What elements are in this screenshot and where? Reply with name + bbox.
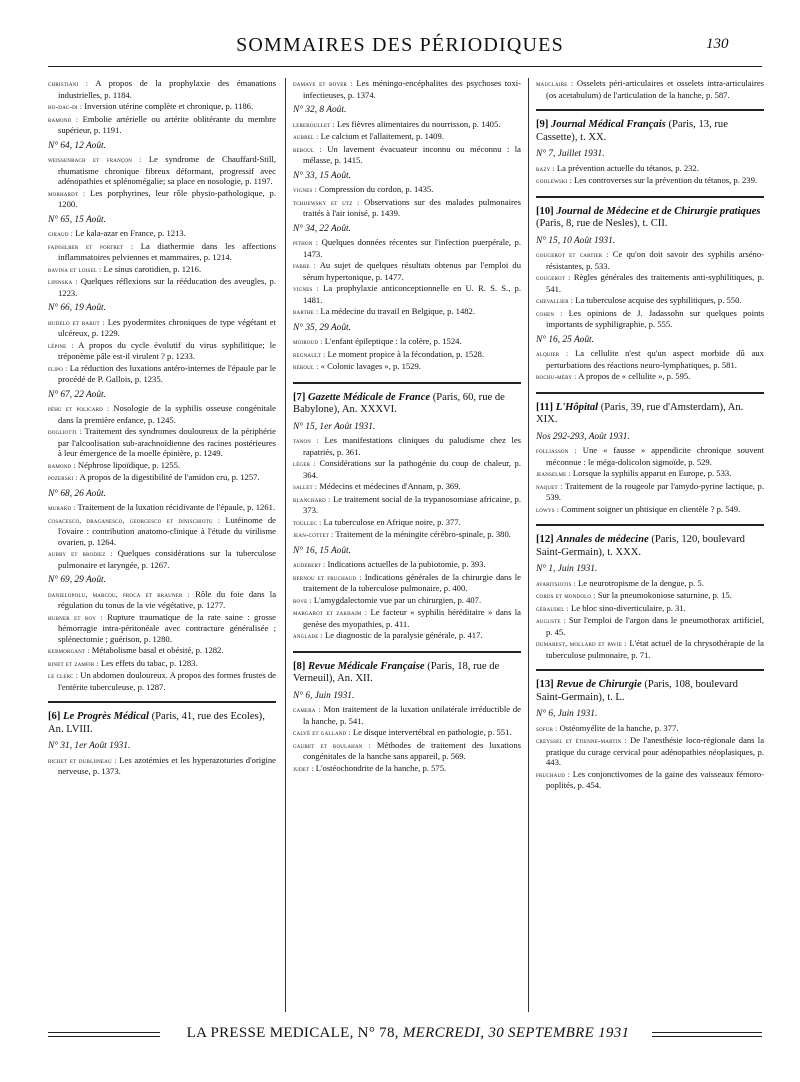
article-authors: danielopolu, marcou, proca et brauner :	[48, 589, 190, 599]
article-authors: morhardt :	[48, 188, 86, 198]
article-title: Quelques données récentes sur l'infection puerpérale, p. 1473.	[303, 237, 521, 259]
article-entry	[536, 504, 764, 516]
article-title: Les conjonctivomes de la gaine des vaisseaux fémoro-poplités, p. 454.	[546, 768, 764, 790]
journal-title: Journal Médical Français	[551, 119, 666, 130]
article-title: L'enfant épileptique : la colère, p. 1524.	[324, 336, 462, 346]
article-entry	[293, 559, 521, 571]
article-title: La prévention actuelle du tétanos, p. 232.	[556, 162, 699, 173]
article-title: Indications générales de la chirurgie dans le traitement de la tuberculose pulmonaire, p. 400.	[303, 571, 521, 593]
issue-heading: N° 69, 29 Août.	[48, 575, 107, 585]
article-authors: margarot et zakhajm :	[293, 608, 368, 617]
journal-title: Journal de Médecine et de Chirurgie pratiques	[556, 205, 761, 217]
article-authors: dogliotti :	[48, 427, 82, 436]
page-footer	[48, 1025, 762, 1045]
article-title: Un lavement évacuateur inconnu ou méconnu : la mélasse, p. 1415.	[303, 143, 521, 165]
article-title: Une « fausse » appendicite chronique souvent méconnue : le méga-dolicolon sigmoïde, p. 529.	[546, 445, 764, 467]
article-entry	[293, 572, 521, 594]
article-title: Néphrose lipoïdique, p. 1255.	[77, 459, 181, 470]
article-authors: péhu et policard :	[48, 404, 110, 413]
article-title: Mon traitement de la luxation unilatérale irréductible de la hanche, p. 541.	[303, 704, 521, 726]
article-authors: ramond :	[48, 114, 79, 124]
article-entry	[48, 241, 276, 263]
article-authors: christiani :	[48, 79, 89, 88]
article-title: Les opinions de J. Jadassohn sur quelques points importants de syphiligraphie, p. 555.	[546, 307, 764, 329]
article-title: Traitement de la méningite cérébro-spinale, p. 380.	[335, 529, 511, 539]
journal-heading	[536, 679, 764, 704]
article-authors: naquet :	[536, 481, 563, 491]
article-authors: weissenbach et françon :	[48, 155, 142, 164]
column-divider	[285, 78, 286, 1012]
journal-details: (Paris, 13, rue Cassette), t. XX.	[536, 119, 728, 143]
article-title: Le syndrome de Chauffard-Still, rhumatisme chronique fibreux déformant, progressif avec adénopathies et splénomégalie; sa place en nosologie, p. 1197.	[58, 154, 276, 186]
article-authors: ramond :	[48, 460, 76, 470]
article-entry	[536, 175, 764, 187]
article-title: Osselets péri-articulaires et osselets intra-articulaires (os acetabulum) de l'articulation de la hanche, p. 587.	[546, 78, 764, 100]
journal-title: L'Hôpital	[555, 401, 599, 413]
article-title: Les fièvres alimentaires du nourrisson, p. 1405.	[336, 118, 501, 129]
article-entry	[48, 340, 276, 362]
section-divider	[536, 196, 764, 198]
article-entry	[48, 426, 276, 459]
article-title: Les effets du tabac, p. 1283.	[100, 657, 198, 668]
article-authors: audebert :	[293, 560, 326, 569]
article-entry	[536, 638, 764, 660]
journal-heading	[293, 392, 521, 417]
article-entry	[48, 228, 276, 240]
article-title: Observations sur des malades pulmonaires traités à l'air ionisé, p. 1439.	[303, 196, 521, 218]
article-authors: camera :	[293, 705, 321, 714]
issue-heading: N° 31, 1er Août 1931.	[48, 741, 131, 751]
article-entry	[293, 740, 521, 762]
footer-journal: LA PRESSE MEDICALE, N° 78,	[186, 1025, 399, 1041]
article-title: Le calcium et l'allaitement, p. 1409.	[320, 131, 444, 141]
article-authors: regnault :	[293, 349, 326, 359]
article-authors: ho-dac-di :	[48, 102, 83, 111]
article-authors: sallet :	[293, 482, 318, 491]
article-authors: pithon :	[293, 238, 319, 247]
journal-details: (Paris, 39, rue d'Amsterdam), An. XIX.	[536, 401, 744, 425]
section-divider	[536, 669, 764, 671]
article-title: Sur la pneumokoniose saturnine, p. 15.	[597, 590, 732, 600]
article-title: Embolie artérielle ou artérite oblitérante du membre supérieur, p. 1191.	[58, 113, 276, 135]
article-entry	[293, 361, 521, 373]
article-authors: flipo :	[48, 363, 68, 373]
article-title: Le diagnostic de la paralysie générale, p. 417.	[325, 630, 483, 640]
article-entry	[293, 78, 521, 100]
article-title: Métabolisme basal et obésité, p. 1282.	[91, 645, 224, 655]
issue-heading: N° 64, 12 Août.	[48, 140, 107, 151]
article-entry	[293, 494, 521, 516]
article-entry	[293, 197, 521, 219]
article-entry	[48, 154, 276, 187]
article-entry	[536, 249, 764, 271]
page-title: SOMMAIRES DES PÉRIODIQUES	[236, 34, 564, 56]
article-entry	[536, 481, 764, 503]
article-title: A propos de la digestibilité de l'amidon cru, p. 1257.	[79, 472, 260, 482]
footer-text	[168, 1025, 648, 1042]
article-entry	[293, 630, 521, 642]
journal-heading	[48, 711, 276, 736]
article-authors: avaritsiotis :	[536, 578, 576, 588]
article-authors: cords et mondolo :	[536, 591, 596, 600]
journal-heading	[536, 119, 764, 144]
article-authors: godlewski :	[536, 176, 572, 185]
article-title: Rôle du foie dans la régulation du tonus de la vie végétative, p. 1277.	[58, 588, 277, 610]
article-entry	[48, 589, 276, 611]
article-entry	[293, 119, 521, 131]
journal-number: [10]	[536, 205, 554, 217]
article-entry	[536, 615, 764, 637]
issue-heading: N° 68, 26 Août.	[48, 488, 107, 499]
article-entry	[536, 603, 764, 615]
article-authors: cosacesco, draganesco, georgesco et dinischiotu :	[48, 515, 221, 525]
article-authors: calvé et galland :	[293, 728, 351, 737]
article-entry	[48, 101, 276, 113]
article-entry	[293, 529, 521, 541]
article-title: Sur l'emploi de l'argon dans le pneumothorax artificiel, p. 45.	[546, 615, 764, 637]
issue-heading: N° 34, 22 Août.	[293, 223, 352, 234]
article-authors: fainsilber et portret :	[48, 241, 134, 251]
article-title: Les controverses sur la prévention du tétanos, p. 239.	[573, 175, 758, 185]
article-title: Au sujet de quelques résultats obtenus par l'emploi du sérum hypertonique, p. 1477.	[303, 260, 521, 282]
article-authors: hubner et roy :	[48, 612, 103, 622]
article-entry	[293, 727, 521, 739]
section-divider	[293, 382, 521, 384]
article-entry	[293, 144, 521, 166]
column-2	[293, 78, 521, 775]
article-entry	[536, 348, 764, 370]
journal-heading	[536, 534, 764, 559]
article-authors: lereboullet :	[293, 119, 335, 129]
footer-date: 30 SEPTEMBRE 1931	[488, 1025, 630, 1041]
article-title: Traitement de la luxation récidivante de l'épaule, p. 1261.	[77, 502, 276, 512]
article-entry	[293, 283, 521, 305]
issue-heading: N° 66, 19 Août.	[48, 303, 107, 313]
journal-title: Revue Médicale Française	[308, 660, 425, 672]
issue-heading: N° 32, 8 Août.	[293, 105, 347, 115]
article-title: Les méningo-encéphalites des psychoses toxi-infectieuses, p. 1374.	[303, 78, 521, 100]
article-title: Comment soigner un phtisique en clientèle ? p. 549.	[561, 503, 741, 514]
article-title: Le traitement social de la trypanosomiase africaine, p. 373.	[303, 493, 521, 515]
article-entry	[536, 371, 764, 383]
article-authors: folliasson :	[536, 446, 577, 455]
article-title: Rupture traumatique de la rate saine : grosse hémorragie intra-péritonéale avec contracture généralisée ; splénectomie ; guérison, p. 1280.	[58, 611, 276, 644]
article-title: Un abdomen douloureux. A propos des formes frustes de l'entérite tuberculeuse, p. 1287.	[58, 670, 276, 692]
article-entry	[536, 295, 764, 307]
article-entry	[48, 658, 276, 670]
article-authors: anglade :	[293, 631, 323, 640]
article-title: La cellulite n'est qu'un aspect morbide dû aux perturbations des réactions neuro-lymphatiques, p. 581.	[546, 348, 764, 370]
article-authors: aubrel :	[293, 132, 319, 141]
article-entry	[48, 264, 276, 276]
issue-heading: Nos 292-293, Août 1931.	[536, 431, 630, 442]
article-entry	[293, 306, 521, 318]
article-authors: damaye et boyer :	[293, 79, 353, 88]
article-entry	[48, 78, 276, 100]
article-entry	[536, 578, 764, 590]
article-title: Les pyodermites chroniques de type végétant et ulcéreux, p. 1229.	[58, 316, 276, 338]
article-authors: hudelo et rabut :	[48, 317, 105, 327]
article-authors: aubry et brodiez :	[48, 549, 113, 558]
article-entry	[293, 260, 521, 282]
issue-heading: N° 16, 15 Août.	[293, 545, 352, 556]
article-entry	[293, 517, 521, 529]
column-divider	[528, 78, 529, 1012]
article-title: L'ostéochondrite de la hanche, p. 575.	[315, 762, 447, 773]
article-entry	[48, 612, 276, 645]
article-entry	[536, 308, 764, 330]
issue-heading: N° 33, 15 Août.	[293, 170, 352, 181]
article-entry	[48, 276, 276, 298]
article-authors: alquier :	[536, 349, 569, 358]
article-authors: reboul :	[293, 144, 322, 154]
article-authors: moiroud :	[293, 337, 323, 346]
issue-heading: N° 16, 25 Août.	[536, 334, 595, 345]
journal-title: Revue de Chirurgie	[556, 679, 642, 690]
article-authors: cohen :	[536, 308, 563, 318]
article-entry	[48, 502, 276, 514]
article-title: Considérations sur la pathogénie du coup de chaleur, p. 364.	[303, 458, 521, 480]
article-entry	[536, 445, 764, 467]
article-entry	[536, 163, 764, 175]
article-authors: auguste :	[536, 616, 566, 625]
article-entry	[293, 458, 521, 480]
article-authors: kermorgant :	[48, 646, 90, 655]
article-title: La diathermie dans les affections inflammatoires pelviennes et mammaires, p. 1214.	[58, 240, 276, 262]
article-authors: gougerot :	[536, 273, 571, 282]
issue-heading: N° 7, Juillet 1931.	[536, 149, 605, 159]
article-title: Les porphyrines, leur rôle physio-pathologique, p. 1200.	[58, 187, 276, 209]
article-authors: lowys :	[536, 504, 560, 514]
article-title: De l'anesthésie loco-régionale dans la pratique du curage cervical pour adénopathies néoplasiques, p. 443.	[546, 735, 765, 767]
journal-title: Gazette Médicale de France	[308, 391, 431, 403]
article-authors: murard :	[48, 503, 76, 512]
article-authors: fabre :	[293, 261, 317, 270]
column-1	[48, 78, 276, 778]
article-title: Compression du cordon, p. 1435.	[319, 184, 434, 194]
article-entry	[48, 515, 276, 548]
header-rule	[48, 66, 762, 67]
article-title: Inversion utérine complète et chronique, p. 1186.	[84, 101, 254, 111]
footer-day: MERCREDI,	[402, 1025, 485, 1041]
journal-number: [6]	[48, 711, 61, 722]
article-authors: richet et dubliineau :	[48, 755, 117, 765]
article-title: Traitement de la rougeole par l'amydo-pyrine lactique, p. 539.	[546, 480, 764, 502]
article-entry	[536, 723, 764, 735]
article-authors: gaubet et boulahan :	[293, 740, 371, 750]
article-entry	[48, 645, 276, 657]
article-title: La médecine du travail en Belgique, p. 1482.	[320, 306, 475, 316]
journal-heading	[293, 661, 521, 686]
article-authors: tanon :	[293, 436, 319, 445]
article-entry	[48, 670, 276, 692]
article-title: Méthodes de traitement des luxations congénitales de la hanche sans appareil, p. 569.	[303, 739, 521, 761]
article-title: Le moment propice à la fécondation, p. 1528.	[327, 348, 485, 359]
journal-details: (Paris, 8, rue de Nesles), t. CII.	[536, 218, 668, 229]
article-authors: le clerc :	[48, 671, 79, 680]
article-entry	[48, 363, 276, 385]
article-authors: bove :	[293, 595, 312, 605]
footer-rule-right	[652, 1032, 762, 1037]
article-entry	[536, 78, 764, 100]
article-authors: fruchaud :	[536, 769, 570, 779]
article-title: Ostéomyélite de la hanche, p. 377.	[559, 722, 679, 733]
article-entry	[536, 769, 764, 791]
article-title: Lutéinome de l'ovaire : contribution anatomo-clinique à l'étude du virilisme ovarien, p. 1264.	[58, 514, 276, 547]
article-authors: bazy :	[536, 163, 555, 173]
issue-heading: N° 67, 22 Août.	[48, 389, 107, 400]
article-authors: rochu-méry :	[536, 372, 577, 381]
article-authors: mauclaire :	[536, 79, 574, 88]
issue-heading: N° 35, 29 Août.	[293, 322, 352, 333]
section-divider	[48, 701, 276, 703]
page-number: 130	[706, 36, 729, 52]
journal-number: [7]	[293, 391, 306, 403]
article-entry	[48, 403, 276, 425]
article-entry	[293, 704, 521, 726]
journal-details: (Paris, 41, rue des Ecoles), An. LVIII.	[48, 711, 265, 735]
article-title: Traitement des syndromes douloureux de la périphérie par l'alcoolisation sub-arachnoïdienne des racines postérieures à leur émergence de la moelle épinière, p. 1249.	[58, 426, 276, 458]
article-entry	[536, 590, 764, 602]
article-authors: barthe :	[293, 307, 319, 316]
article-entry	[48, 755, 276, 777]
article-entry	[293, 763, 521, 775]
article-title: A propos du cycle évolutif du virus syphilitique; le tréponème pâle est-il virulent ? p. 1233.	[58, 339, 276, 361]
article-authors: creyssel et étienne-martin :	[536, 736, 627, 745]
article-authors: pozerski :	[48, 473, 78, 482]
article-title: La prophylaxie anticonceptionnelle en U. R. S. S., p. 1481.	[303, 283, 521, 305]
column-3	[536, 78, 764, 792]
article-entry	[48, 114, 276, 136]
article-entry	[293, 435, 521, 457]
article-entry	[48, 548, 276, 570]
issue-heading: N° 15, 10 Août 1931.	[536, 235, 616, 246]
section-divider	[536, 392, 764, 394]
journal-number: [9]	[536, 119, 549, 130]
article-title: Le facteur « syphilis héréditaire » dans la genèse des myopathies, p. 411.	[303, 607, 521, 629]
journal-heading	[536, 402, 764, 427]
article-authors: jean-cottet :	[293, 530, 334, 539]
article-entry	[293, 349, 521, 361]
journal-number: [12]	[536, 534, 554, 545]
article-entry	[48, 317, 276, 339]
article-authors: gougerot et cartier :	[536, 250, 609, 259]
article-title: Le kala-azar en France, p. 1213.	[75, 228, 186, 238]
article-authors: ravina et loisel :	[48, 264, 102, 274]
article-authors: chevallier :	[536, 296, 574, 305]
section-divider	[536, 109, 764, 111]
article-title: Indications actuelles de la pubiotomie, p. 393.	[327, 559, 486, 569]
article-authors: blanchard :	[293, 494, 331, 504]
article-title: L'état actuel de la chrysothérapie de la tuberculose pulmonaire, p. 71.	[546, 638, 764, 660]
journal-number: [8]	[293, 660, 306, 672]
issue-heading: N° 6, Juin 1931.	[536, 709, 598, 719]
article-authors: lépine :	[48, 340, 74, 350]
article-title: A propos de la prophylaxie des émanations industrielles, p. 1184.	[58, 78, 276, 100]
journal-details: (Paris, 18, rue de Verneuil), An. XII.	[293, 660, 500, 684]
article-entry	[293, 481, 521, 493]
article-title: Le bloc sino-diverticulaire, p. 31.	[571, 602, 686, 613]
journal-details: (Paris, 60, rue de Babylone), An. XXXVI.	[293, 391, 505, 415]
article-title: La tuberculose acquise des syphilitiques, p. 550.	[575, 295, 742, 305]
article-entry	[293, 336, 521, 348]
journal-number: [11]	[536, 401, 554, 413]
section-divider	[536, 524, 764, 526]
article-title: Lorsque la syphilis apparut en Europe, p. 533.	[572, 468, 732, 478]
article-title: Ce qu'on doit savoir des syphilis arséno-résistantes, p. 533.	[546, 249, 764, 271]
article-title: L'amygdalectomie vue par un chirurgien, p. 407.	[313, 594, 482, 605]
article-authors: vignes :	[293, 185, 317, 194]
article-authors: jeanselme :	[536, 469, 571, 478]
article-title: A propos de « cellulite », p. 595.	[578, 371, 691, 381]
article-authors: léger :	[293, 459, 316, 468]
journal-details: (Paris, 108, boulevard Saint-Germain), t. L.	[536, 679, 738, 703]
journal-number: [13]	[536, 679, 554, 690]
issue-heading: N° 6, Juin 1931.	[293, 690, 355, 701]
journal-title: Le Progrès Médical	[63, 711, 149, 722]
article-entry	[48, 188, 276, 210]
article-title: Nosologie de la syphilis osseuse congénitale dans la première enfance, p. 1245.	[58, 403, 276, 425]
article-authors: giraud :	[48, 229, 73, 238]
footer-rule-left	[48, 1032, 160, 1037]
article-authors: sofur :	[536, 723, 558, 733]
article-authors: tchijewsky et utz :	[293, 197, 360, 207]
article-title: Le neurotropisme de la dengue, p. 5.	[578, 577, 704, 588]
article-authors: lipinska :	[48, 277, 78, 286]
article-entry	[48, 472, 276, 484]
article-authors: toullec :	[293, 517, 322, 527]
issue-heading: N° 1, Juin 1931.	[536, 564, 598, 574]
article-authors: judet :	[293, 763, 314, 773]
article-title: Le disque intervertébral en pathologie, p. 551.	[352, 727, 512, 737]
journal-details: (Paris, 120, boulevard Saint-Germain), t. XXX.	[536, 534, 745, 558]
article-entry	[293, 131, 521, 143]
article-authors: géraudel :	[536, 603, 569, 613]
article-authors: bernou et fruchaud :	[293, 572, 362, 582]
article-title: Quelques réflexions sur la rééducation des aveugles, p. 1223.	[58, 276, 277, 298]
issue-heading: N° 15, 1er Août 1931.	[293, 421, 376, 432]
article-entry	[48, 460, 276, 472]
article-title: Les manifestations cliniques du paludisme chez les rapatriés, p. 361.	[303, 435, 521, 457]
article-entry	[536, 735, 764, 768]
article-title: La tuberculose en Afrique noire, p. 377.	[323, 516, 461, 527]
issue-heading: N° 65, 15 Août.	[48, 214, 107, 225]
article-title: La réduction des luxations antéro-internes de l'épaule par le procédé de P. Gallois, p. 1235.	[58, 362, 276, 384]
section-divider	[293, 651, 521, 653]
journal-heading	[536, 206, 764, 231]
article-entry	[293, 184, 521, 196]
article-authors: dumarest, mollard et pavie :	[536, 639, 627, 648]
article-title: Les azotémies et les hyperazoturies d'origine nerveuse, p. 1373.	[58, 754, 276, 776]
article-authors: binet et zamfir :	[48, 658, 99, 668]
article-authors: reboul :	[293, 362, 319, 371]
article-title: Règles générales des traitements anti-syphilitiques, p. 541.	[546, 272, 765, 294]
article-entry	[293, 607, 521, 629]
article-title: « Colonic lavages », p. 1529.	[320, 361, 421, 371]
article-title: Médecins et médecines d'Annam, p. 369.	[319, 481, 461, 491]
article-entry	[293, 237, 521, 259]
article-authors: vignes :	[293, 284, 319, 293]
article-title: Le sinus carotidien, p. 1216.	[103, 263, 202, 274]
article-title: Quelques considérations sur la tuberculose pulmonaire et laryngée, p. 1267.	[58, 548, 276, 570]
journal-title: Annales de médecine	[556, 534, 649, 545]
article-entry	[536, 272, 764, 294]
article-entry	[536, 468, 764, 480]
article-entry	[293, 595, 521, 607]
